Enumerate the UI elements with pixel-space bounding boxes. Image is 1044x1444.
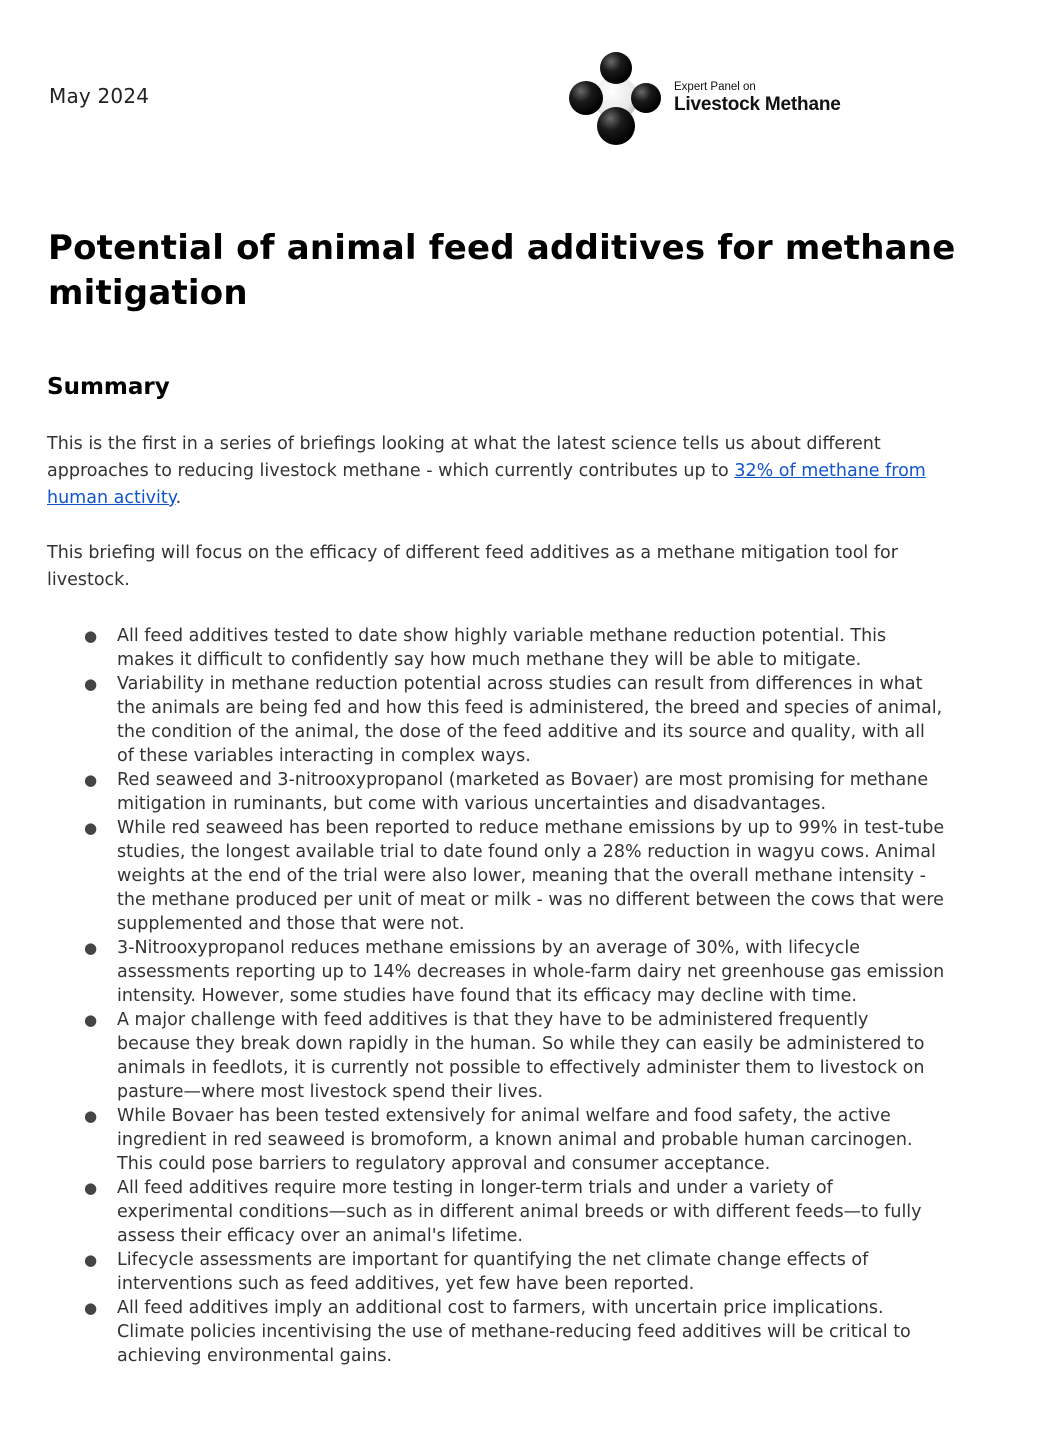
bullet-item [0,672,947,768]
bullet-icon: ● [84,675,98,693]
summary-heading: Summary [47,374,170,400]
bullet-text: While red seaweed has been reported to reduce methane emissions by up to 99% in test-tube studies, the longest available trial to date found only a 28% reduction in wagyu cows. Animal weights at the end of the trial were also lower, meaning that the overall methane intensity - the methane produced per unit of meat or milk - was no different between the cows that were supplemented and those that were not. [117,818,945,934]
bullet-icon: ● [84,1011,98,1029]
document-date: May 2024 [49,84,150,108]
methane-source-link[interactable]: 32% of methane from human activity [47,461,926,508]
intro-text: This is the first in a series of briefings looking at what the latest science tells us about different approaches to reducing livestock methane - which currently contributes up to [47,434,881,481]
five-spheres-logo-icon [568,50,664,146]
bullet-text: Red seaweed and 3-nitrooxypropanol (marketed as Bovaer) are most promising for methane mitigation in ruminants, but come with various uncertainties and disadvantages. [117,770,929,814]
bullet-text: All feed additives tested to date show highly variable methane reduction potential. This makes it difficult to confidently say how much methane they will be able to mitigate. [117,626,887,670]
bullet-text: 3-Nitrooxypropanol reduces methane emissions by an average of 30%, with lifecycle assessments reporting up to 14% decreases in whole-farm dairy net greenhouse gas emission intensity. However, some studies have found that its efficacy may decline with time. [117,938,945,1006]
bullet-item [0,624,947,672]
focus-paragraph: This briefing will focus on the efficacy of different feed additives as a methane mitigation tool for livestock. [47,543,898,590]
bullet-item [0,936,947,1008]
bullet-item [0,1176,947,1248]
bullet-icon: ● [84,771,98,789]
bullet-icon: ● [84,819,98,837]
bullet-item [0,1008,947,1104]
bullet-text: Variability in methane reduction potential across studies can result from differences in what the animals are being fed and how this feed is administered, the breed and species of animal, the condition of the animal, the dose of the feed additive and its source and quality, with all of these variables interacting in complex ways. [117,674,943,766]
summary-bullet-list [0,624,1044,1368]
bullet-icon: ● [84,627,98,645]
bullet-icon: ● [84,1179,98,1197]
bullet-icon: ● [84,939,98,957]
bullet-item [0,768,947,816]
bullet-item [0,1296,947,1368]
bullet-text: While Bovaer has been tested extensively for animal welfare and food safety, the active ingredient in red seaweed is bromoform, a known animal and probable human carcinogen. This could pose barriers to regulatory approval and consumer acceptance. [117,1106,913,1174]
intro-text-end: . [175,488,182,508]
bullet-icon: ● [84,1299,98,1317]
logo-name: Livestock Methane [674,94,841,115]
bullet-icon: ● [84,1251,98,1269]
bullet-text: All feed additives require more testing in longer-term trials and under a variety of experimental conditions—such as in different animal breeds or with different feeds—to fully assess their efficacy over an animal's lifetime. [117,1178,922,1246]
bullet-icon: ● [84,1107,98,1125]
bullet-text: Lifecycle assessments are important for quantifying the net climate change effects of interventions such as feed additives, yet few have been reported. [117,1250,869,1294]
logo-text [674,80,841,116]
expert-panel-logo [568,50,898,146]
bullet-text: A major challenge with feed additives is that they have to be administered frequently because they break down rapidly in the human. So while they can easily be administered to animals in feedlots, it is currently not possible to effectively administer them to livestock on pasture—where most livestock spend their lives. [117,1010,925,1102]
intro-paragraph [47,431,937,512]
bullet-text: All feed additives imply an additional cost to farmers, with uncertain price implications. Climate policies incentivising the use of methane-reducing feed additives will be critical to achieving environmental gains. [117,1298,911,1366]
document-title: Potential of animal feed additives for methane mitigation [48,228,956,313]
logo-subtitle: Expert Panel on [674,81,756,93]
bullet-item [0,1104,947,1176]
bullet-item [0,1248,947,1296]
bullet-item [0,816,947,936]
